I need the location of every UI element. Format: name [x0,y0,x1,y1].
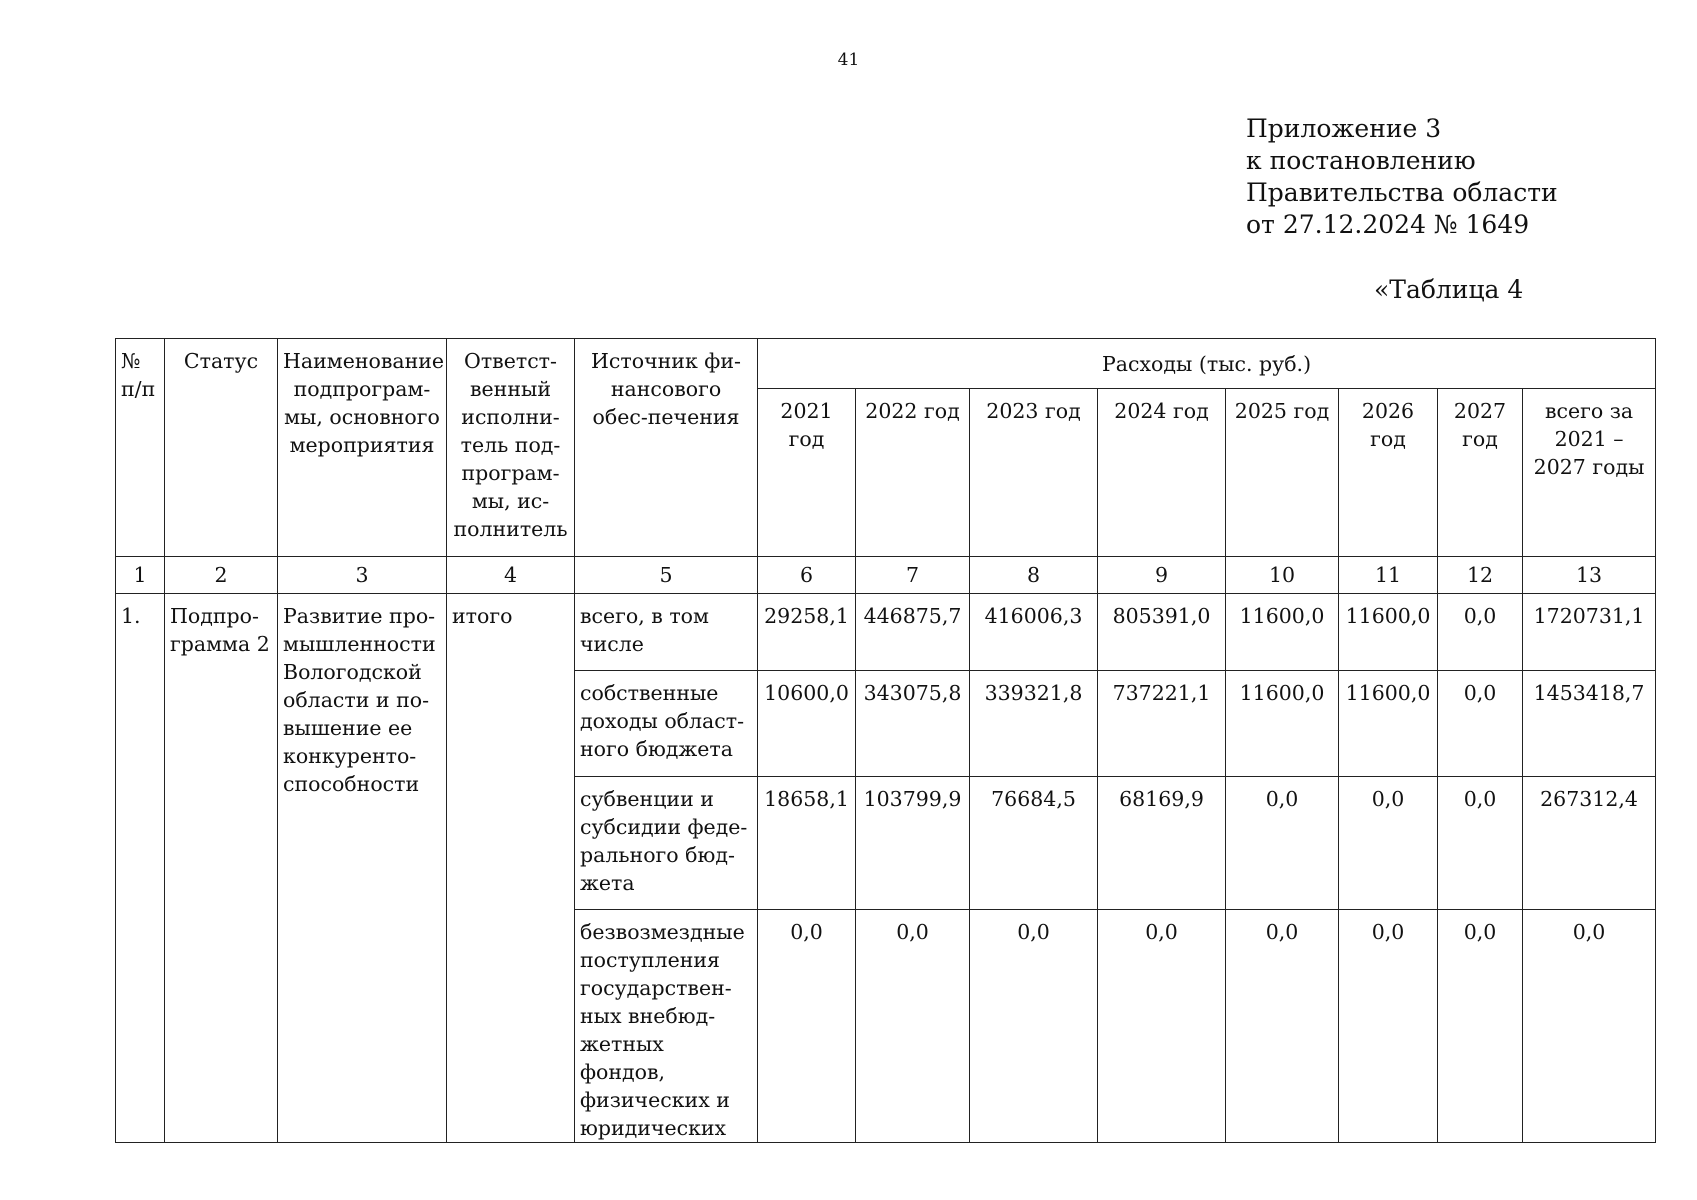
value-cell: 11600,0 [1226,671,1339,777]
value-cell: 0,0 [1438,777,1523,910]
value-cell: 0,0 [1226,910,1339,1143]
header-source: Источник фи-нансового обес-печения [575,339,758,557]
source-label: безвозмездные поступления государствен-ных внебюд-жетных фондов, физических и юридических [575,910,758,1143]
table-label: «Таблица 4 [1374,275,1524,304]
value-cell: 267312,4 [1523,777,1656,910]
value-cell: 103799,9 [856,777,970,910]
value-cell: 29258,1 [758,594,856,671]
appendix-line-3: Правительства области [1246,178,1558,207]
header-year-2022: 2022 год [856,389,970,557]
value-cell: 11600,0 [1226,594,1339,671]
value-cell: 0,0 [1226,777,1339,910]
table-row [116,594,1656,671]
header-no: № п/п [116,339,165,557]
header-name: Наименование подпрограм-мы, основного мероприятия [278,339,447,557]
value-cell: 0,0 [1438,594,1523,671]
value-cell: 0,0 [856,910,970,1143]
column-number: 13 [1523,557,1656,594]
row-number: 1. [116,594,165,1143]
appendix-line-2: к постановлению [1246,146,1476,175]
header-year-2024: 2024 год [1098,389,1226,557]
value-cell: 11600,0 [1339,594,1438,671]
value-cell: 0,0 [1098,910,1226,1143]
value-cell: 0,0 [1339,910,1438,1143]
column-number: 5 [575,557,758,594]
value-cell: 0,0 [758,910,856,1143]
value-cell: 737221,1 [1098,671,1226,777]
header-year-2025: 2025 год [1226,389,1339,557]
column-number: 8 [970,557,1098,594]
appendix-line-4: от 27.12.2024 № 1649 [1246,210,1530,239]
page-number: 41 [837,50,860,70]
source-label: субвенции и субсидии феде-рального бюд-жета [575,777,758,910]
header-year-2026: 2026 год [1339,389,1438,557]
value-cell: 446875,7 [856,594,970,671]
column-number: 12 [1438,557,1523,594]
value-cell: 1720731,1 [1523,594,1656,671]
column-number: 7 [856,557,970,594]
row-executor: итого [447,594,575,1143]
value-cell: 0,0 [1438,671,1523,777]
value-cell: 416006,3 [970,594,1098,671]
appendix-line-1: Приложение 3 [1246,114,1442,143]
header-year-2027: 2027 год [1438,389,1523,557]
value-cell: 0,0 [970,910,1098,1143]
header-expenses: Расходы (тыс. руб.) [758,339,1656,389]
column-number: 2 [165,557,278,594]
budget-table [115,338,1656,1143]
value-cell: 343075,8 [856,671,970,777]
column-number: 4 [447,557,575,594]
value-cell: 805391,0 [1098,594,1226,671]
column-number: 10 [1226,557,1339,594]
header-year-2021: 2021 год [758,389,856,557]
value-cell: 18658,1 [758,777,856,910]
value-cell: 11600,0 [1339,671,1438,777]
column-numbers-row [116,557,1656,594]
value-cell: 0,0 [1523,910,1656,1143]
value-cell: 68169,9 [1098,777,1226,910]
column-number: 11 [1339,557,1438,594]
header-year-total: всего за 2021 – 2027 годы [1523,389,1656,557]
value-cell: 0,0 [1339,777,1438,910]
value-cell: 339321,8 [970,671,1098,777]
source-label: всего, в том числе [575,594,758,671]
source-label: собственные доходы област-ного бюджета [575,671,758,777]
header-status: Статус [165,339,278,557]
value-cell: 1453418,7 [1523,671,1656,777]
column-number: 6 [758,557,856,594]
row-name: Развитие про-мышленности Вологодской области и по-вышение ее конкуренто-способности [278,594,447,1143]
value-cell: 76684,5 [970,777,1098,910]
header-executor: Ответст-венный исполни-тель под-програм-мы, ис-полнитель [447,339,575,557]
value-cell: 0,0 [1438,910,1523,1143]
row-status: Подпро-грамма 2 [165,594,278,1143]
header-row-1 [116,339,1656,389]
header-year-2023: 2023 год [970,389,1098,557]
appendix-header [1246,113,1558,241]
value-cell: 10600,0 [758,671,856,777]
column-number: 3 [278,557,447,594]
column-number: 1 [116,557,165,594]
column-number: 9 [1098,557,1226,594]
